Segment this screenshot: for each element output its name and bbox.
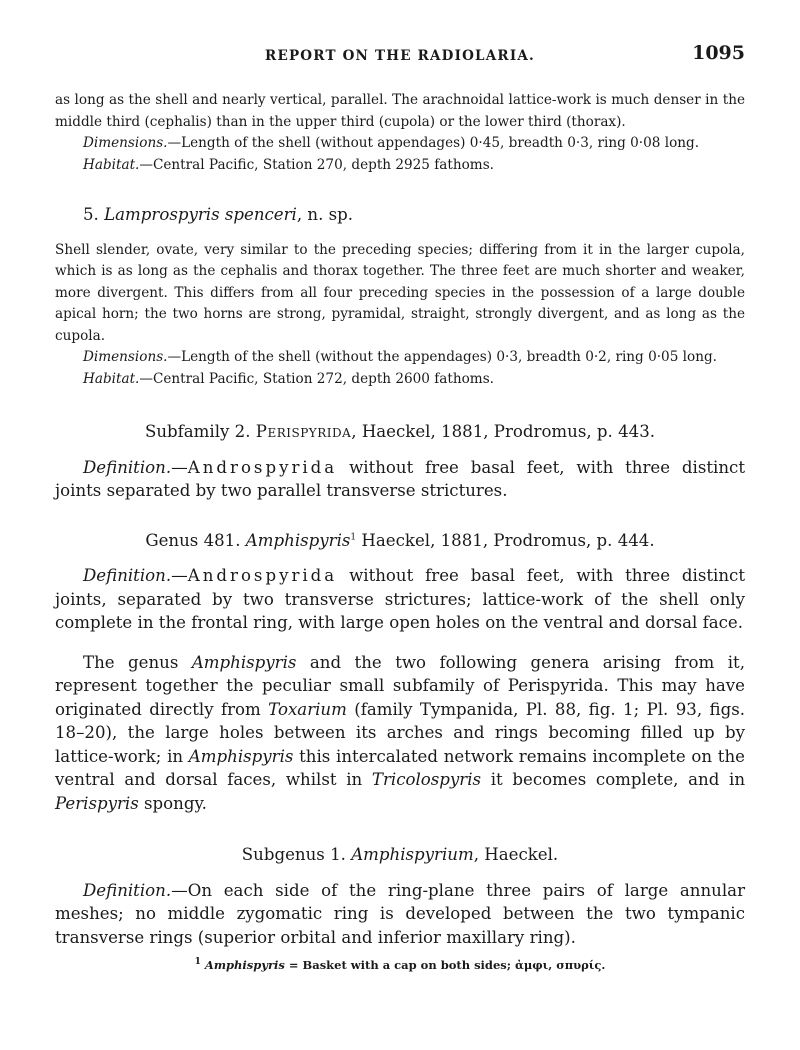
definition-text: —On each side of the ring-plane three pairs of large annular meshes; no middle zygomatic ring is developed between the two tympanic transverse rings (superior orbital and inferior maxillary ring). bbox=[55, 880, 745, 947]
habitat-label: Habitat. bbox=[83, 156, 140, 173]
dimensions-label: Dimensions. bbox=[83, 135, 168, 151]
definition-label: Definition. bbox=[83, 566, 172, 585]
species-5 bbox=[55, 203, 745, 390]
subfamily-heading bbox=[55, 420, 745, 444]
subfamily-suffix: , Haeckel, 1881, Prodromus, p. 443. bbox=[351, 422, 656, 441]
genus-heading bbox=[55, 529, 745, 553]
genus-suffix: Haeckel, 1881, Prodromus, p. 444. bbox=[356, 530, 655, 550]
definition-label: Definition. bbox=[83, 457, 172, 477]
genus-discussion bbox=[55, 651, 745, 816]
definition-label: Definition. bbox=[83, 880, 172, 900]
subfamily-section bbox=[55, 420, 745, 503]
dimensions-label: Dimensions. bbox=[83, 349, 168, 365]
definition-text: without free basal feet, with three distinct joints, separated by two transverse strictures; lattice-work of the shell only complete in the frontal ring, with large open holes on the ventral and dorsal face. bbox=[55, 566, 745, 632]
species-5-dimensions bbox=[83, 347, 745, 369]
subgenus-section bbox=[55, 843, 745, 949]
species-4-continuation bbox=[55, 90, 745, 176]
species-5-name: Lamprospyris spenceri bbox=[104, 205, 297, 224]
species-4-text: as long as the shell and nearly vertical, parallel. The arachnoidal lattice-work is much denser in the middle third (cephalis) than in the upper third (cupola) or the lower third (thorax). bbox=[55, 92, 745, 130]
species-4-dimensions bbox=[83, 133, 745, 155]
dimensions-text: —Length of the shell (without the appendages) 0·3, breadth 0·2, ring 0·05 long. bbox=[167, 349, 717, 365]
taxon-name: Amphispyris bbox=[188, 746, 294, 766]
subfamily-name: Perispyrida bbox=[255, 422, 352, 441]
page bbox=[55, 40, 745, 973]
species-5-description: Shell slender, ovate, very similar to the preceding species; differing from it in the larger cupola, which is as long as the cephalis and thorax together. The three feet are much shorter and weaker, more divergent. This differs from all four preceding species in the possession of a large double apical horn; the two horns are strong, pyramidal, straight, strongly divergent, and as long as the cupola. bbox=[55, 241, 745, 344]
footnote-text: = Basket with a cap on both sides; ἀμφι, σπυρίς. bbox=[284, 958, 606, 972]
definition-taxon: Androspyrida bbox=[187, 457, 338, 477]
species-4-habitat bbox=[83, 155, 745, 177]
habitat-text: —Central Pacific, Station 270, depth 2925 fathoms. bbox=[139, 156, 494, 173]
running-title: REPORT ON THE RADIOLARIA. bbox=[265, 48, 535, 64]
species-5-number: 5. bbox=[83, 205, 99, 224]
taxon-name: Amphispyris bbox=[191, 652, 297, 672]
subfamily-definition bbox=[55, 456, 745, 503]
definition-text: without free basal feet, with three distinct joints separated by two parallel transverse strictures. bbox=[55, 457, 745, 500]
text-run: spongy. bbox=[138, 793, 207, 813]
footnote-term: Amphispyris bbox=[204, 958, 285, 972]
habitat-label: Habitat. bbox=[83, 370, 140, 387]
text-run: The genus bbox=[83, 652, 192, 672]
definition-dash: — bbox=[171, 457, 188, 477]
subfamily-prefix: Subfamily 2. bbox=[144, 422, 251, 441]
footnote-reference: 1 bbox=[350, 531, 357, 542]
text-run: it becomes complete, and in bbox=[481, 770, 746, 789]
text-run: (family Tympanida, Pl. 88, fig. 1; Pl. 93, figs. 18–20), the large holes between its arches and rings becoming filled up by lattice-work; in bbox=[55, 699, 745, 766]
subgenus-prefix: Subgenus 1. bbox=[241, 845, 346, 864]
habitat-text: —Central Pacific, Station 272, depth 2600 fathoms. bbox=[139, 370, 494, 387]
footnote bbox=[55, 957, 745, 973]
species-5-habitat bbox=[83, 369, 745, 391]
footnote-marker: 1 bbox=[194, 957, 201, 968]
text-run: and the two following genera arising from it, represent together the peculiar small subfamily of Perispyrida. This may have originated directly from bbox=[55, 652, 745, 719]
taxon-name: Tricolospyris bbox=[371, 770, 482, 789]
text-run: this intercalated network remains incomplete on the ventral and dorsal faces, whilst in bbox=[55, 746, 745, 789]
taxon-name: Toxarium bbox=[268, 699, 347, 719]
definition-dash: — bbox=[171, 566, 188, 585]
genus-name: Amphispyris bbox=[245, 530, 351, 550]
subgenus-definition bbox=[55, 879, 745, 950]
genus-section bbox=[55, 529, 745, 635]
subgenus-suffix: , Haeckel. bbox=[473, 845, 559, 864]
subgenus-heading bbox=[55, 843, 745, 867]
taxon-name: Perispyris bbox=[55, 793, 139, 813]
page-number: 1095 bbox=[692, 42, 745, 64]
subgenus-name: Amphispyrium bbox=[351, 845, 474, 864]
species-5-suffix: , n. sp. bbox=[296, 205, 354, 224]
genus-definition bbox=[55, 564, 745, 635]
running-header bbox=[55, 40, 745, 76]
genus-prefix: Genus 481. bbox=[145, 530, 241, 550]
dimensions-text: —Length of the shell (without appendages) 0·45, breadth 0·3, ring 0·08 long. bbox=[167, 135, 700, 151]
definition-taxon: Androspyrida bbox=[187, 566, 338, 585]
species-5-heading bbox=[83, 203, 745, 227]
